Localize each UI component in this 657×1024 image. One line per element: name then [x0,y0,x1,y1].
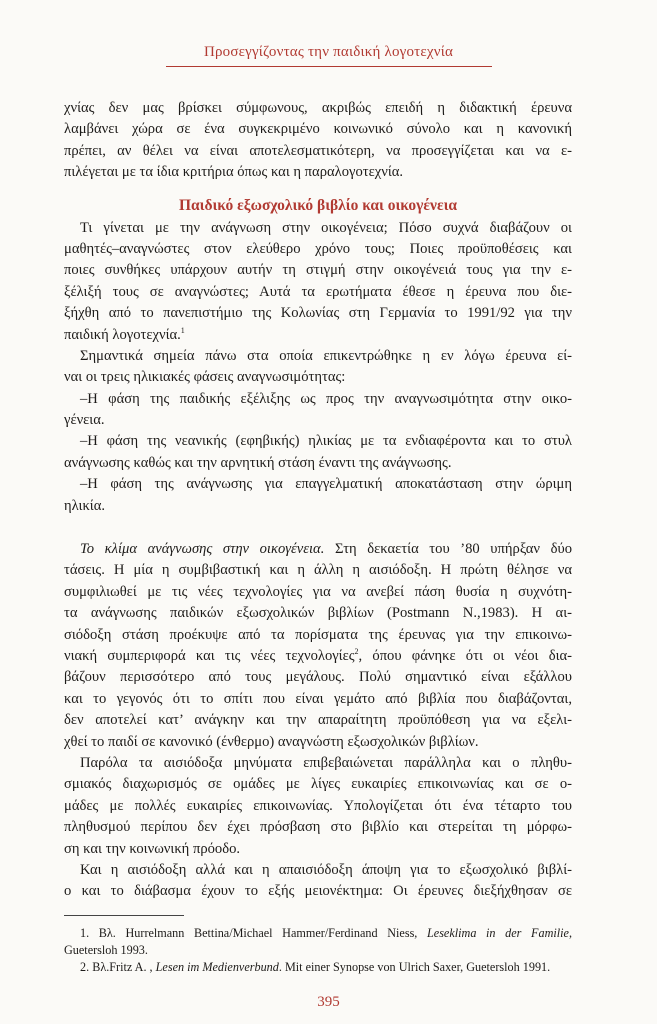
body-text [64,98,572,903]
footnote-title: Leseklima in der Familie [427,926,569,940]
text-line: ξήχθη από το πανεπιστήμιο της Κολωνίας στη Γερμανία το 1991/92 για την [64,305,572,322]
text-line: Σημαντικά σημεία πάνω στα οποία επικεντρώθηκε η εν λόγω έρευνα εί- [80,347,572,364]
text-line: μάδες με πολλές ευκαιρίες επικοινωνίας. Υπολογίζεται ότι ένα τέταρτο του [64,797,572,814]
list-item: –Η φάση της παιδικής εξέλιξης ως προς την αναγνωσιμότητα στην οικο- [80,390,572,407]
text-line [64,539,572,560]
text-line: χθεί το παιδί σε κανονικό (ένθερμο) αναγνώστη εξωσχολικών βιβλίων. [64,733,479,750]
text-span: νιακή συμπεριφορά και τις νέες τεχνολογίες [64,647,355,664]
running-head: Προσεγγίζοντας την παιδική λογοτεχνία [203,44,454,60]
text-line: τα ανάγνωσης παιδικών εξωσχολικών βιβλίων (Postmann N.,1983). Η αι- [64,605,572,622]
footnote-2 [64,959,572,976]
section-heading: Παιδικό εξωσχολικό βιβλίο και οικογένεια [178,196,458,214]
text-span: , όπου φάνηκε ότι οι νέοι δια- [358,647,572,664]
italic-lead: Το κλίμα ανάγνωσης στην οικογένεια. [80,541,325,558]
footnote-text: . Mit einer Synopse von Ulrich Saxer, Guetersloh 1991. [278,960,551,974]
footnotes [64,925,572,976]
paragraph-gap [64,517,572,539]
text-span: παιδική λογοτεχνία. [64,326,181,343]
text-line: ποιες συνθήκες υπάρχουν αυτήν τη στιγμή στην οικογένειά τους για την ε- [64,262,572,279]
text-line: ναι οι τρεις ηλικιακές φάσεις αναγνωσιμότητας: [64,369,346,386]
text-line: ηλικία. [64,497,106,514]
footnote-marker: 1 [180,325,185,335]
text-line: πληθυσμού περίπου δεν έχει πρόσβαση στο βιβλίο και στερείται τη μόρφω- [64,819,572,836]
text-line: δεν αποτελεί κατ’ ανάγκην και την απαραίτητη προϋπόθεση για να εξελι- [64,712,572,729]
list-item: –Η φάση της νεανικής (εφηβικής) ηλικίας με τα ενδιαφέροντα και το στυλ [80,433,572,450]
footnote-rule [64,915,184,916]
footnote-text: , [568,926,572,940]
text-line: συμφιλιωθεί με τις νέες τεχνολογίες για να ανεβεί πάση θυσία η συχνότη- [64,583,572,600]
text-line: ο και το διάβασμα έχουν το εξής μειονέκτημα: Οι έρευνες διεξήχθησαν σε [64,883,572,900]
text-line: πρέπει, αν θέλει να είναι αποτελεσματικότερη, να προσεγγίζεται και να ε- [64,142,572,159]
footnote-text: 1. Βλ. Hurrelmann Bettina/Michael Hammer/Ferdinand Niess, [80,926,427,940]
footnote-text: 2. Βλ.Fritz A. , [80,960,156,974]
footnote-1 [64,925,572,942]
footnote-title: Lesen im Medienverbund [155,960,279,974]
text-span: Στη δεκαετία του ’80 υπήρξαν δύο [324,541,572,558]
text-line: ση και την κοινωνική πρόοδο. [64,840,241,857]
text-line: και το γεγονός ότι το σπίτι που είναι γεμάτο από βιβλία που διαβάζονται, [64,690,572,707]
text-line: ανάγνωσης καθώς και την αρνητική στάση έναντι της ανάγνωσης. [64,454,452,471]
text-line: σιόδοξη στάση προέκυψε από τα πορίσματα της έρευνας για την επικοινω- [64,626,572,643]
text-line: λαμβάνει χώρα σε ένα συγκεκριμένο κοινωνικό σύνολο και η κανονική [64,121,572,138]
page-number: 395 [317,994,340,1010]
list-item: –Η φάση της ανάγνωσης για επαγγελματική αποκατάσταση στην ώριμη [80,476,572,493]
text-line: βάζουν περισσότερο από τους μεγάλους. Πολύ σημαντικό είναι εξάλλου [64,669,572,686]
footnote-1-cont: Guetersloh 1993. [64,943,148,957]
text-line: Τι γίνεται με την ανάγνωση στην οικογένεια; Πόσο συχνά διαβάζουν οι [80,219,572,236]
text-line: πιλέγεται με τα ίδια κριτήρια όπως και η παραλογοτεχνία. [64,164,404,181]
running-head-rule [166,66,492,67]
text-line: Και η αισιόδοξη αλλά και η απαισιόδοξη άποψη για το εξωσχολικό βιβλί- [80,861,572,878]
footnote-marker: 2 [354,647,359,657]
text-line [64,646,572,667]
text-line [64,325,572,346]
text-line: σμιακός διαχωρισμός σε ομάδες με λίγες ευκαιρίες επικοινωνίας και σε ο- [64,776,572,793]
text-line: ξέλιξή τους σε αναγνώστες; Αυτά τα ερωτήματα έθεσε η έρευνα που διε- [64,283,572,300]
text-line: μαθητές–αναγνώστες στον ελεύθερο χρόνο τους; Ποιες προϋποθέσεις και [64,240,572,257]
text-line: γένεια. [64,412,105,429]
text-line: τάσεις. Η μία η συμβιβαστική και η άλλη η αισιόδοξη. Η πρώτη θέλησε να [64,562,572,579]
text-line: χνίας δεν μας βρίσκει σύμφωνους, ακριβώς επειδή η διδακτική έρευνα [64,100,572,116]
text-line: Παρόλα τα αισιόδοξα μηνύματα επιβεβαιώνεται παράλληλα και ο πληθυ- [80,754,572,771]
